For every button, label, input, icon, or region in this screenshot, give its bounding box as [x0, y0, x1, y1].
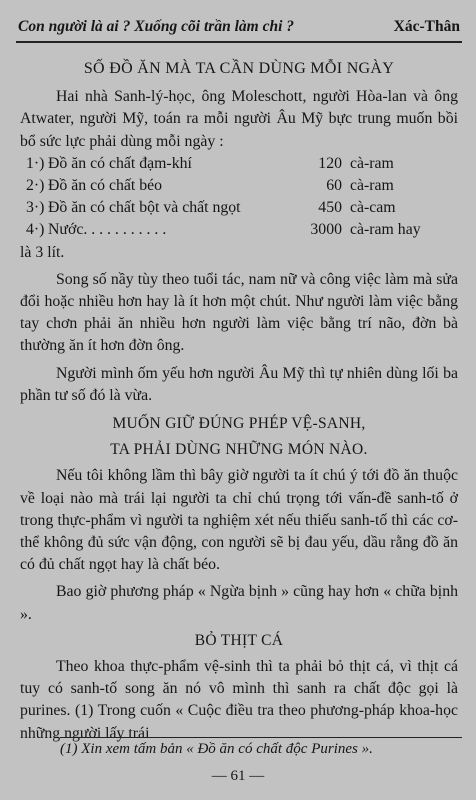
nutrient-unit: cà-ram	[350, 154, 394, 172]
nutrient-row	[26, 219, 458, 241]
nutrient-name: Đồ ăn có chất bột và chất ngọt	[48, 199, 241, 217]
body-text	[20, 54, 458, 745]
nutrient-amount: 450	[318, 199, 342, 217]
header-rule	[16, 41, 462, 43]
nutrient-number: 3·)	[26, 199, 45, 217]
paragraph: Hai nhà Sanh-lý-học, ông Moleschott, người Hòa-lan và ông Atwater, người Mỹ, toán ra mỗi người Âu Mỹ bực trung muốn bồi bổ sức lực phải dùng mỗi ngày :	[20, 88, 458, 150]
nutrient-unit: cà-cam	[350, 199, 396, 217]
paragraph: Theo khoa thực-phẩm vệ-sinh thì ta phải bỏ thịt cá, vì thịt cá tuy có sanh-tố song ăn nó vô mình thì sanh ra chất độc gọi là purines. (1) Trong cuốn « Cuộc điều tra theo phương-pháp khoa-học những người lấy trái	[20, 658, 458, 742]
nutrient-name: Nước. . . . . . . . . . .	[48, 221, 167, 239]
footnote-rule	[60, 737, 462, 738]
footnote: (1) Xin xem tấm bản « Đồ ăn có chất độc Purines ».	[60, 741, 373, 757]
running-header-title: Con người là ai ? Xuống cõi trần làm chi ?	[18, 18, 294, 35]
section-heading-hygiene-line1: MUỐN GIỮ ĐÚNG PHÉP VỆ-SANH,	[112, 415, 366, 433]
nutrient-name: Đồ ăn có chất béo	[48, 177, 163, 195]
section-heading-meat-fish: BỎ THỊT CÁ	[194, 631, 284, 649]
nutrient-unit: cà-ram	[350, 177, 394, 195]
nutrient-tail: là 3 lít.	[20, 243, 65, 261]
nutrient-row	[26, 197, 458, 219]
nutrient-name: Đồ ăn có chất đạm-khí	[48, 154, 192, 172]
paragraph: Song số nầy tùy theo tuổi tác, nam nữ và công việc làm mà sửa đổi hoặc nhiều hơn hay là ít hơn một chút. Như người làm việc bằng tay chơn phải ăn nhiều hơn người làm việc bằng trí não, đờn bà thường ăn ít hơn đờn ông.	[20, 270, 458, 355]
nutrient-number: 1·)	[26, 154, 45, 172]
nutrient-amount: 120	[318, 154, 342, 172]
running-header	[18, 18, 460, 36]
nutrient-amount: 3000	[310, 221, 342, 239]
nutrient-number: 4·)	[26, 221, 45, 239]
running-header-author: Xác-Thân	[393, 18, 460, 35]
nutrient-row	[26, 175, 458, 197]
section-heading-daily-food: SỐ ĐỒ ĂN MÀ TA CẦN DÙNG MỖI NGÀY	[83, 60, 395, 77]
section-heading-hygiene-line2: TA PHẢI DÙNG NHỮNG MÓN NÀO.	[110, 441, 368, 459]
page-number: — 61 —	[211, 768, 265, 784]
nutrient-unit: cà-ram hay	[350, 221, 421, 239]
paragraph: Người mình ốm yếu hơn người Âu Mỹ thì tự nhiên dùng lối ba phần tư số đó là vừa.	[20, 364, 458, 404]
nutrient-number: 2·)	[26, 177, 45, 195]
paragraph: Nếu tôi không lầm thì bây giờ người ta ít chú ý tới đồ ăn thuộc về loại nào mà trái lại người ta chỉ chú trọng tới vấn-đề sanh-tố ở trong thực-phẩm vì người ta nghiệm xét nếu thiếu sanh-tố thì các cơ-thể không đủ sức vận động, con người sẽ bị đau yếu, dầu rằng đồ ăn có đủ chất ngọt hay là chất béo.	[20, 467, 458, 574]
paragraph: Bao giờ phương pháp « Ngừa bịnh » cũng hay hơn « chữa bịnh ».	[20, 583, 458, 623]
nutrient-amount: 60	[326, 177, 342, 195]
nutrient-row	[26, 153, 458, 175]
